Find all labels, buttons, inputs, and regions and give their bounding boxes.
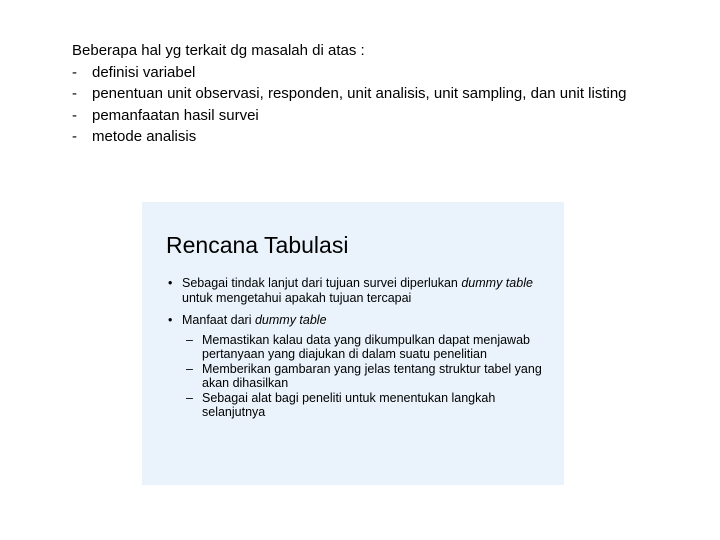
dash-marker: -: [72, 128, 77, 145]
list-item: - metode analisis: [72, 126, 672, 148]
notes-list: [72, 62, 672, 148]
sub-bullets: [186, 333, 546, 420]
sub-item: – Sebagai alat bagi peneliti untuk menentukan langkah selanjutnya: [186, 390, 496, 419]
list-item: - pemanfaatan hasil survei: [72, 105, 672, 127]
dash-marker: -: [72, 63, 77, 81]
sub-item: – Memastikan kalau data yang dikumpulkan dapat menjawab pertanyaan yang diajukan di dalam suatu penelitian: [186, 332, 530, 361]
slide-title: Rencana Tabulasi: [166, 232, 349, 258]
dash-marker: -: [72, 106, 77, 124]
sub-item: – Memberikan gambaran yang jelas tentang struktur tabel yang akan dihasilkan: [186, 361, 542, 390]
notes-heading: Beberapa hal yg terkait dg masalah di atas :: [72, 42, 365, 59]
list-item: - penentuan unit observasi, responden, unit analisis, unit sampling, dan unit listing: [72, 83, 672, 105]
bullet-dot: •: [168, 313, 173, 327]
dash-marker: –: [186, 390, 193, 405]
bullet-item: • Sebagai tindak lanjut dari tujuan survei diperlukan dummy table untuk mengetahui apakah tujuan tercapai: [168, 276, 533, 305]
dash-marker: –: [186, 332, 193, 347]
dash-marker: -: [72, 85, 77, 102]
slide-image: [142, 202, 564, 485]
slide-bullets: [166, 276, 546, 428]
notes-block: [72, 40, 672, 148]
bullet-dot: •: [168, 276, 173, 290]
dash-marker: –: [186, 361, 193, 376]
list-item: - definisi variabel: [72, 62, 672, 84]
bullet-item: • Manfaat dari dummy table – Memastikan kalau data yang dikumpulkan dapat menjawab pertanyaan yang diajukan di dalam suatu penelitian – Memberikan gambaran yang jelas tentang struktur tabel yang akan dihasilkan – Sebagai alat bagi peneliti untuk menentukan langkah selanjutnya: [166, 313, 546, 420]
